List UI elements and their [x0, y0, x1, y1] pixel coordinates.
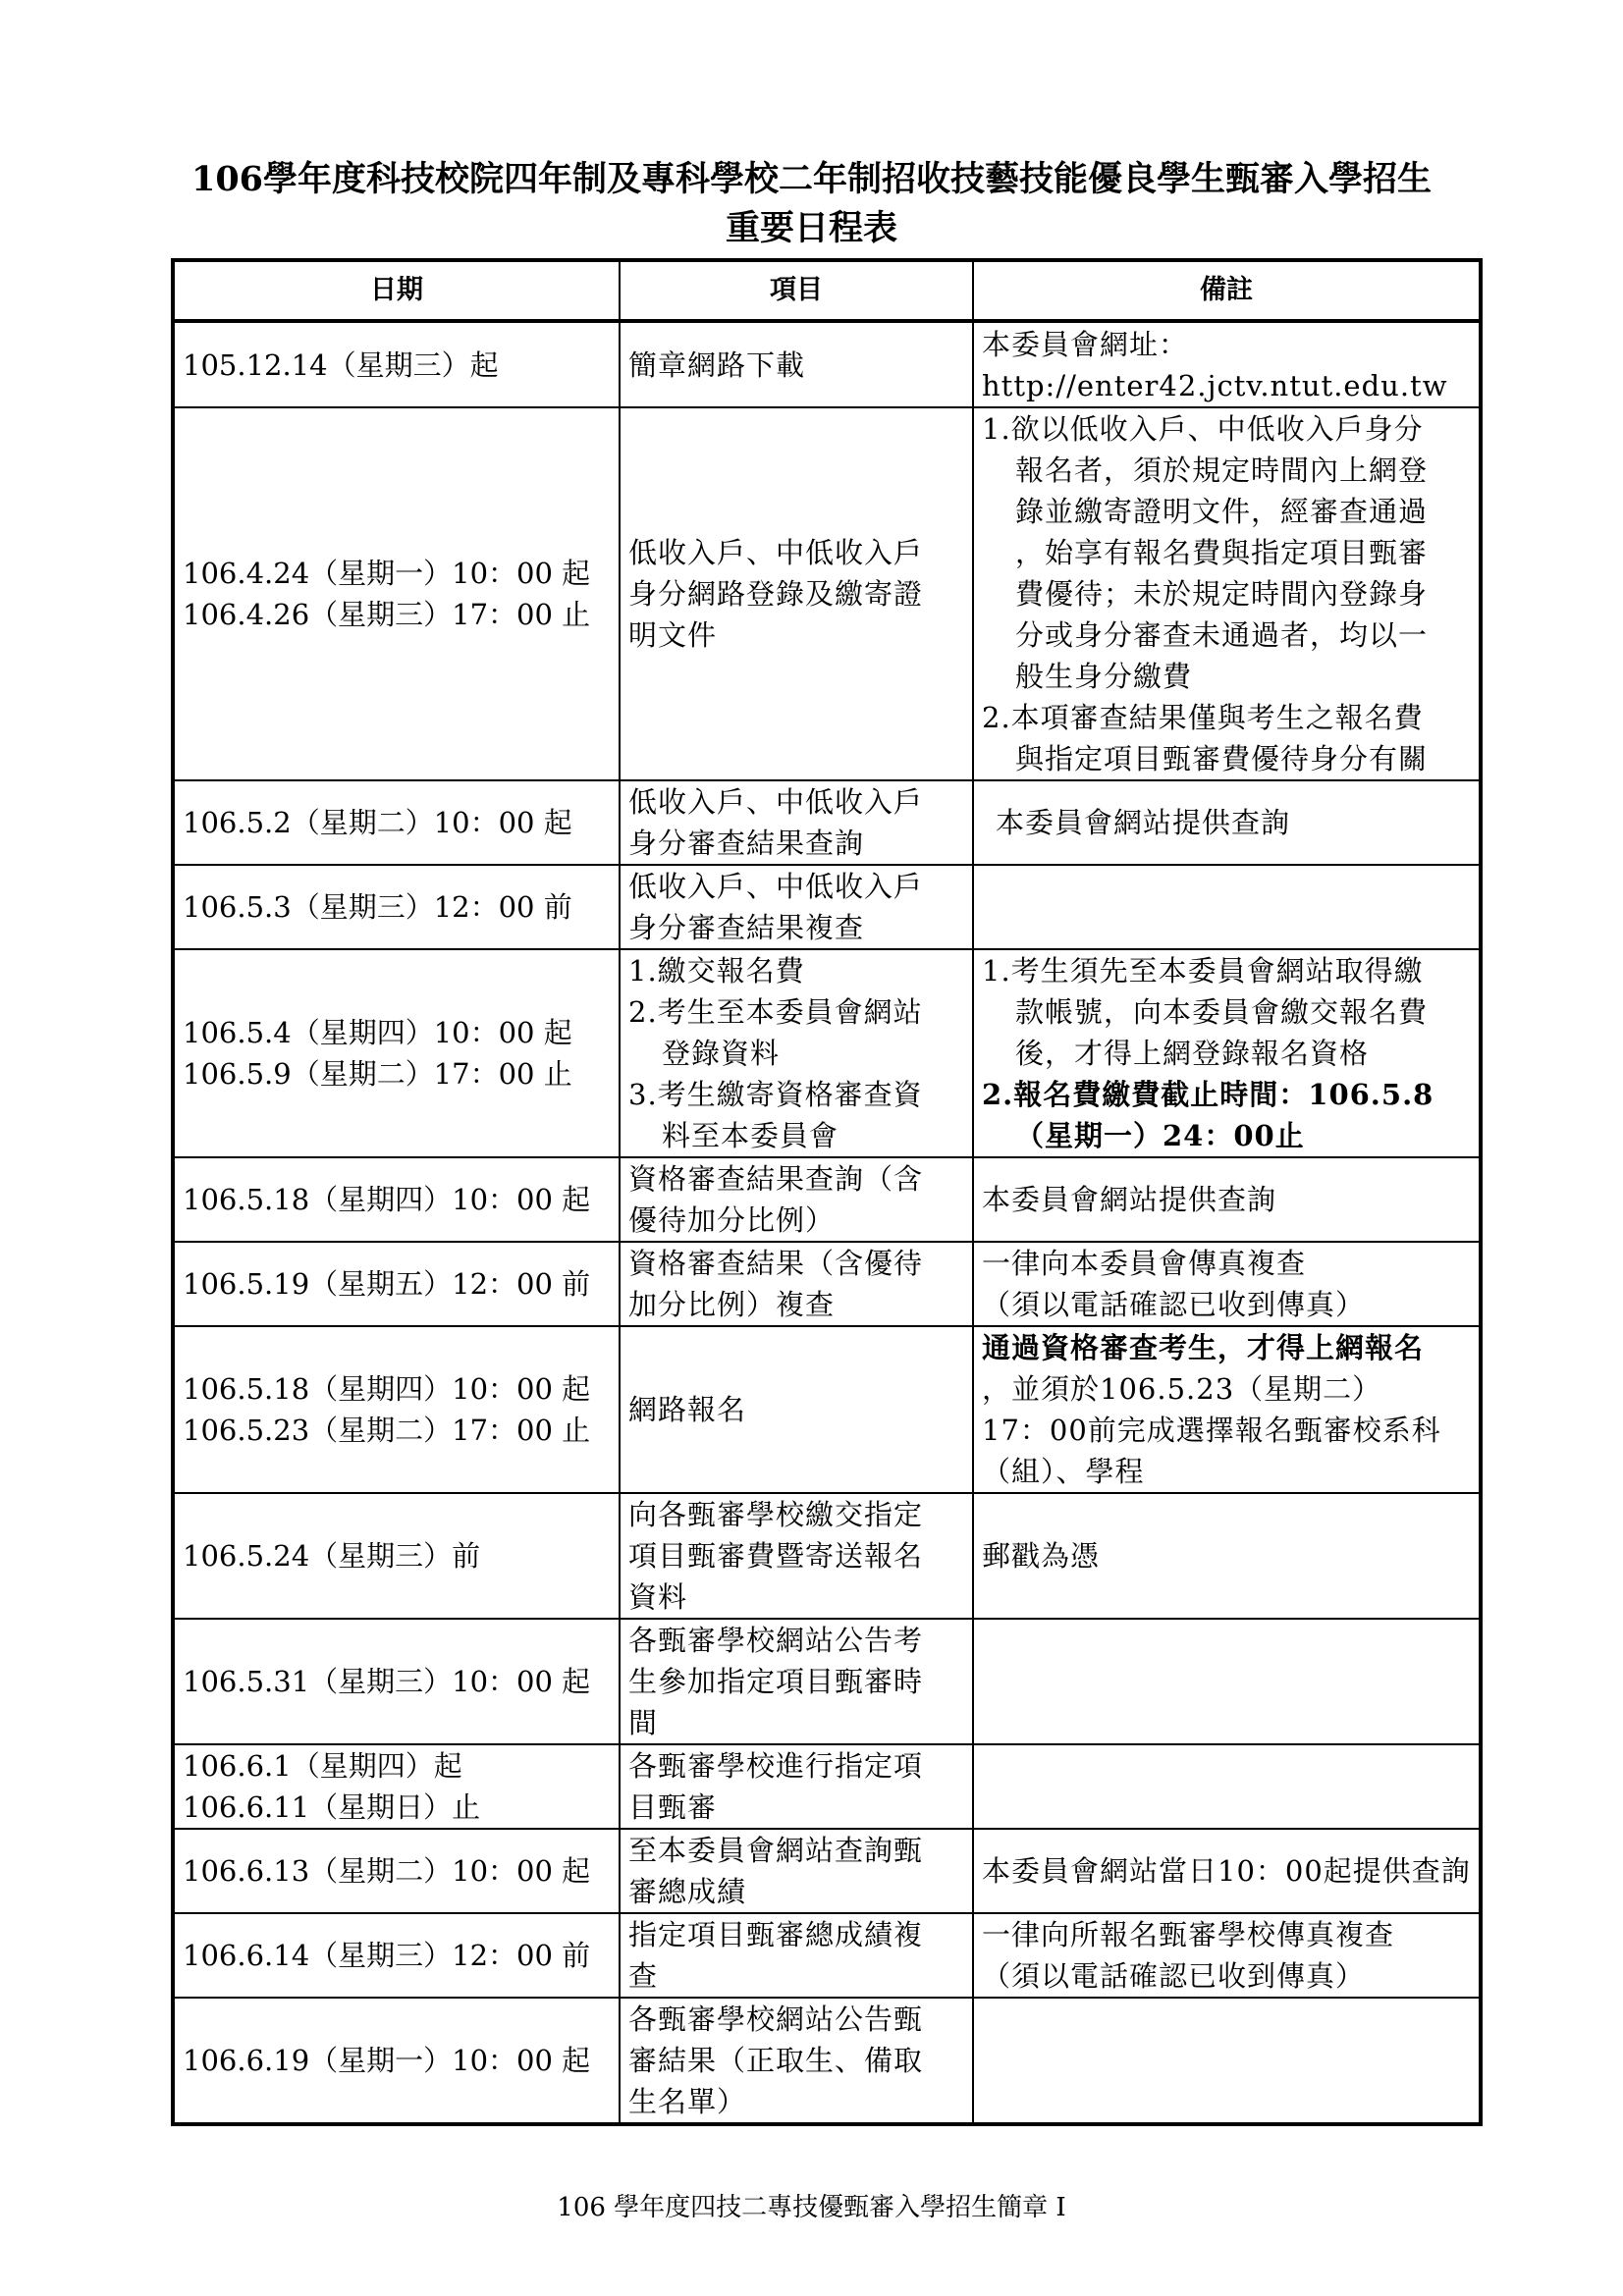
note-cell — [973, 1744, 1481, 1829]
table-row — [173, 949, 1481, 1157]
item-cell: 資格審查結果查詢（含 優待加分比例） — [620, 1157, 973, 1242]
table-row — [173, 780, 1481, 865]
date-cell: 106.5.24（星期三）前 — [173, 1493, 620, 1619]
header-item: 項目 — [620, 260, 973, 321]
table-row — [173, 321, 1481, 407]
table-row — [173, 1998, 1481, 2124]
table-row — [173, 1619, 1481, 1744]
date-cell: 106.5.18（星期四）10：00 起 106.5.23（星期二）17：00 止 — [173, 1326, 620, 1493]
date-cell: 106.6.13（星期二）10：00 起 — [173, 1829, 620, 1913]
date-cell: 106.6.19（星期一）10：00 起 — [173, 1998, 620, 2124]
item-cell: 簡章網路下載 — [620, 321, 973, 407]
note-cell: 本委員會網址： http://enter42.jctv.ntut.edu.tw — [973, 321, 1481, 407]
header-note: 備註 — [973, 260, 1481, 321]
page-title: 106學年度科技校院四年制及專科學校二年制招收技藝技能優良學生甄審入學招生 — [190, 159, 1433, 199]
item-cell: 低收入戶、中低收入戶 身分審查結果複查 — [620, 865, 973, 949]
note-cell: 本委員會網站當日10：00起提供查詢 — [973, 1829, 1481, 1913]
note-cell — [973, 1619, 1481, 1744]
note-cell: 本委員會網站提供查詢 — [973, 780, 1481, 865]
item-cell: 各甄審學校網站公告考 生參加指定項目甄審時 間 — [620, 1619, 973, 1744]
note-cell — [973, 1998, 1481, 2124]
note-cell: 本委員會網站提供查詢 — [973, 1157, 1481, 1242]
date-cell: 106.4.24（星期一）10：00 起 106.4.26（星期三）17：00 止 — [173, 407, 620, 780]
schedule-table — [171, 258, 1483, 2126]
date-cell: 106.5.18（星期四）10：00 起 — [173, 1157, 620, 1242]
item-cell: 1.繳交報名費 2.考生至本委員會網站 登錄資料 3.考生繳寄資格審查資 料至本委員會 — [620, 949, 973, 1157]
note-cell: 一律向本委員會傳真複查 （須以電話確認已收到傳真） — [973, 1242, 1481, 1326]
table-row — [173, 1744, 1481, 1829]
item-cell: 低收入戶、中低收入戶 身分審查結果查詢 — [620, 780, 973, 865]
date-cell: 105.12.14（星期三）起 — [173, 321, 620, 407]
item-cell: 網路報名 — [620, 1326, 973, 1493]
table-row — [173, 865, 1481, 949]
item-cell: 各甄審學校進行指定項 目甄審 — [620, 1744, 973, 1829]
date-cell: 106.6.1（星期四）起 106.6.11（星期日）止 — [173, 1744, 620, 1829]
note-cell: 通過資格審查考生，才得上網報名 ，並須於106.5.23（星期二） 17：00前完成選擇報名甄審校系科 （組）、學程 — [973, 1326, 1481, 1493]
table-row — [173, 1829, 1481, 1913]
table-row — [173, 1326, 1481, 1493]
note-cell — [973, 865, 1481, 949]
table-row — [173, 407, 1481, 780]
item-cell: 至本委員會網站查詢甄 審總成績 — [620, 1829, 973, 1913]
date-cell: 106.5.2（星期二）10：00 起 — [173, 780, 620, 865]
note-cell: 1.考生須先至本委員會網站取得繳 款帳號，向本委員會繳交報名費 後，才得上網登錄報名資格 2.報名費繳費截止時間：106.5.8 （星期一）24：00止 — [973, 949, 1481, 1157]
table-header-row — [173, 260, 1481, 321]
page-subtitle: 重要日程表 — [725, 208, 897, 248]
item-cell: 低收入戶、中低收入戶 身分網路登錄及繳寄證 明文件 — [620, 407, 973, 780]
date-cell: 106.5.3（星期三）12：00 前 — [173, 865, 620, 949]
page-footer: 106 學年度四技二專技優甄審入學招生簡章 I — [557, 2193, 1066, 2222]
note-cell: 一律向所報名甄審學校傳真複查 （須以電話確認已收到傳真） — [973, 1913, 1481, 1998]
header-date: 日期 — [173, 260, 620, 321]
date-cell: 106.5.19（星期五）12：00 前 — [173, 1242, 620, 1326]
date-cell: 106.5.31（星期三）10：00 起 — [173, 1619, 620, 1744]
table-row — [173, 1242, 1481, 1326]
table-row — [173, 1157, 1481, 1242]
item-cell: 指定項目甄審總成績複 查 — [620, 1913, 973, 1998]
date-cell: 106.6.14（星期三）12：00 前 — [173, 1913, 620, 1998]
note-cell: 郵戳為憑 — [973, 1493, 1481, 1619]
date-cell: 106.5.4（星期四）10：00 起 106.5.9（星期二）17：00 止 — [173, 949, 620, 1157]
table-row — [173, 1493, 1481, 1619]
table-row — [173, 1913, 1481, 1998]
item-cell: 各甄審學校網站公告甄 審結果（正取生、備取 生名單） — [620, 1998, 973, 2124]
note-cell: 1.欲以低收入戶、中低收入戶身分 報名者，須於規定時間內上網登 錄並繳寄證明文件，經審查通過 ，始享有報名費與指定項目甄審 費優待；未於規定時間內登錄身 分或身分審查未通過者，均以一 般生身分繳費 2.本項審查結果僅與考生之報名費 與指定項目甄審費優待身分有關 — [973, 407, 1481, 780]
item-cell: 資格審查結果（含優待 加分比例）複查 — [620, 1242, 973, 1326]
item-cell: 向各甄審學校繳交指定 項目甄審費暨寄送報名 資料 — [620, 1493, 973, 1619]
